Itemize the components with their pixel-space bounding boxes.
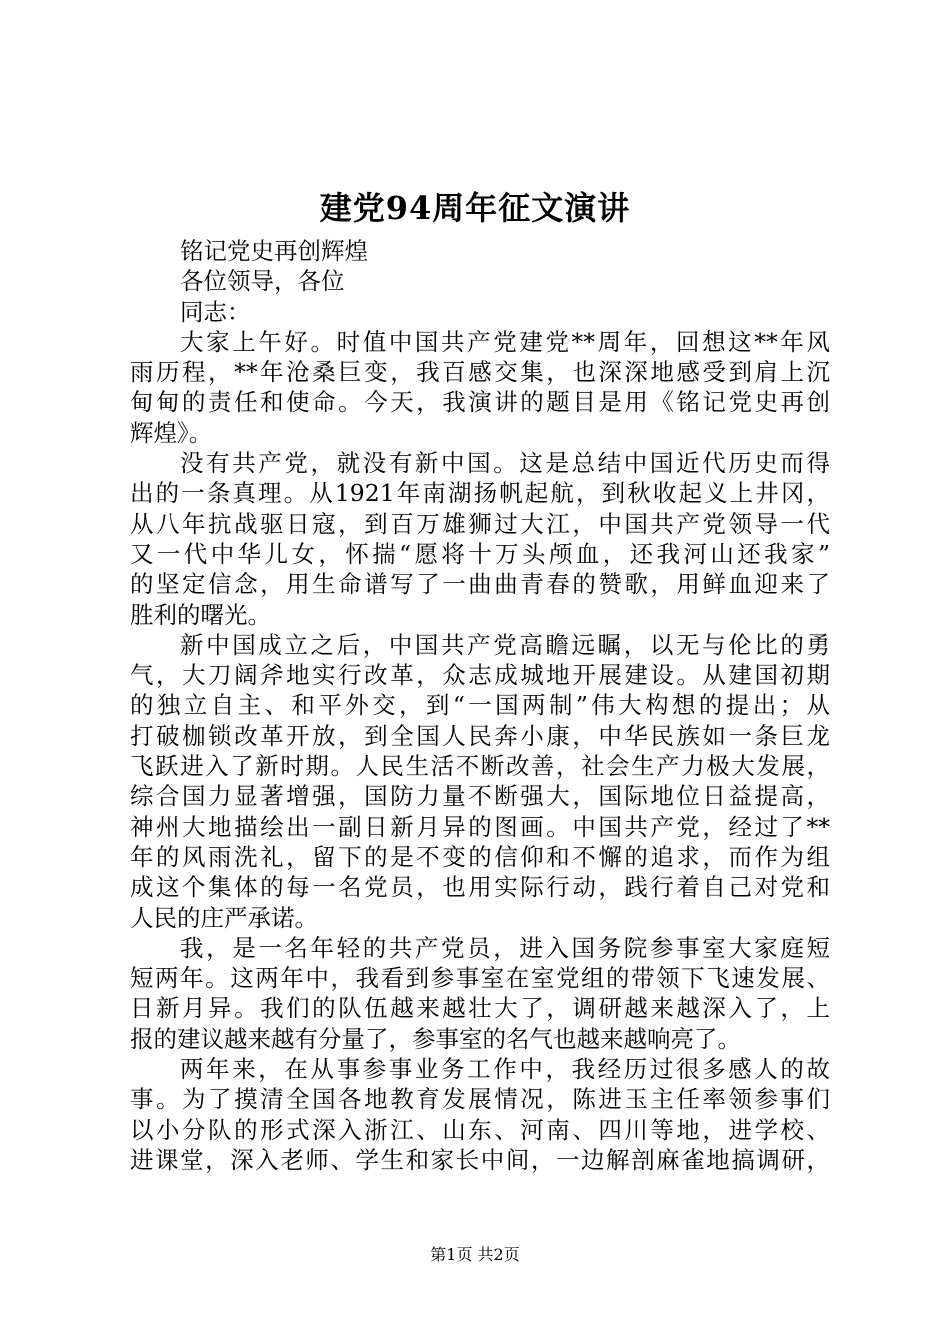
page-footer: 第1页 共2页 <box>430 1245 520 1264</box>
text-line: 雨历程，**年沧桑巨变，我百感交集，也深深地感受到肩上沉 <box>130 358 830 387</box>
text-line: 日新月异。我们的队伍越来越壮大了，调研越来越深入了，上 <box>130 994 830 1023</box>
text-line: 甸甸的责任和使命。今天，我演讲的题目是用《铭记党史再创 <box>130 388 830 417</box>
text-line: 从八年抗战驱日寇，到百万雄狮过大江，中国共产党领导一代 <box>130 509 830 538</box>
text-line: 的坚定信念，用生命谱写了一曲曲青春的赞歌，用鲜血迎来了 <box>130 570 830 599</box>
text-line: 出的一条真理。从1921年南湖扬帆起航，到秋收起义上井冈， <box>130 479 830 508</box>
text-line: 报的建议越来越有分量了，参事室的名气也越来越响亮了。 <box>130 1024 741 1053</box>
text-line: 铭记党史再创辉煌 <box>180 237 368 265</box>
text-line: 气，大刀阔斧地实行改革，众志成城地开展建设。从建国初期 <box>130 661 830 690</box>
text-line: 大家上午好。时值中国共产党建党**周年，回想这**年风 <box>180 327 830 356</box>
text-line: 打破枷锁改革开放，到全国人民奔小康，中华民族如一条巨龙 <box>130 721 830 750</box>
text-line: 人民的庄严承诺。 <box>130 903 318 932</box>
text-line: 神州大地描绘出一副日新月异的图画。中国共产党，经过了** <box>130 812 830 841</box>
text-line: 又一代中华儿女，怀揣“愿将十万头颅血，还我河山还我家” <box>130 539 830 568</box>
text-line: 各位领导，各位 <box>180 267 345 296</box>
text-line: 同志： <box>180 297 251 326</box>
text-line: 我，是一名年轻的共产党员，进入国务院参事室大家庭短 <box>180 933 830 962</box>
document-title: 建党94周年征文演讲 <box>319 189 631 227</box>
text-line: 的独立自主、和平外交，到“一国两制”伟大构想的提出；从 <box>130 691 830 720</box>
text-line: 综合国力显著增强，国防力量不断强大，国际地位日益提高， <box>130 782 830 811</box>
text-line: 两年来，在从事参事业务工作中，我经历过很多感人的故 <box>180 1055 830 1084</box>
text-line: 辉煌》。 <box>130 418 213 447</box>
text-line: 成这个集体的每一名党员，也用实际行动，践行着自己对党和 <box>130 873 830 902</box>
text-line: 胜利的曙光。 <box>130 600 271 629</box>
text-line: 事。为了摸清全国各地教育发展情况，陈进玉主任率领参事们 <box>130 1085 830 1114</box>
document-body <box>130 236 830 1175</box>
text-line: 以小分队的形式深入浙江、山东、河南、四川等地，进学校、 <box>130 1115 830 1144</box>
text-line: 没有共产党，就没有新中国。这是总结中国近代历史而得 <box>180 449 830 478</box>
text-line: 飞跃进入了新时期。人民生活不断改善，社会生产力极大发展， <box>130 752 830 781</box>
text-line: 新中国成立之后，中国共产党高瞻远瞩，以无与伦比的勇 <box>180 630 830 659</box>
text-line: 短两年。这两年中，我看到参事室在室党组的带领下飞速发展、 <box>130 964 830 993</box>
text-line: 进课堂，深入老师、学生和家长中间，一边解剖麻雀地搞调研， <box>130 1145 830 1174</box>
text-line: 年的风雨洗礼，留下的是不变的信仰和不懈的追求，而作为组 <box>130 842 830 871</box>
